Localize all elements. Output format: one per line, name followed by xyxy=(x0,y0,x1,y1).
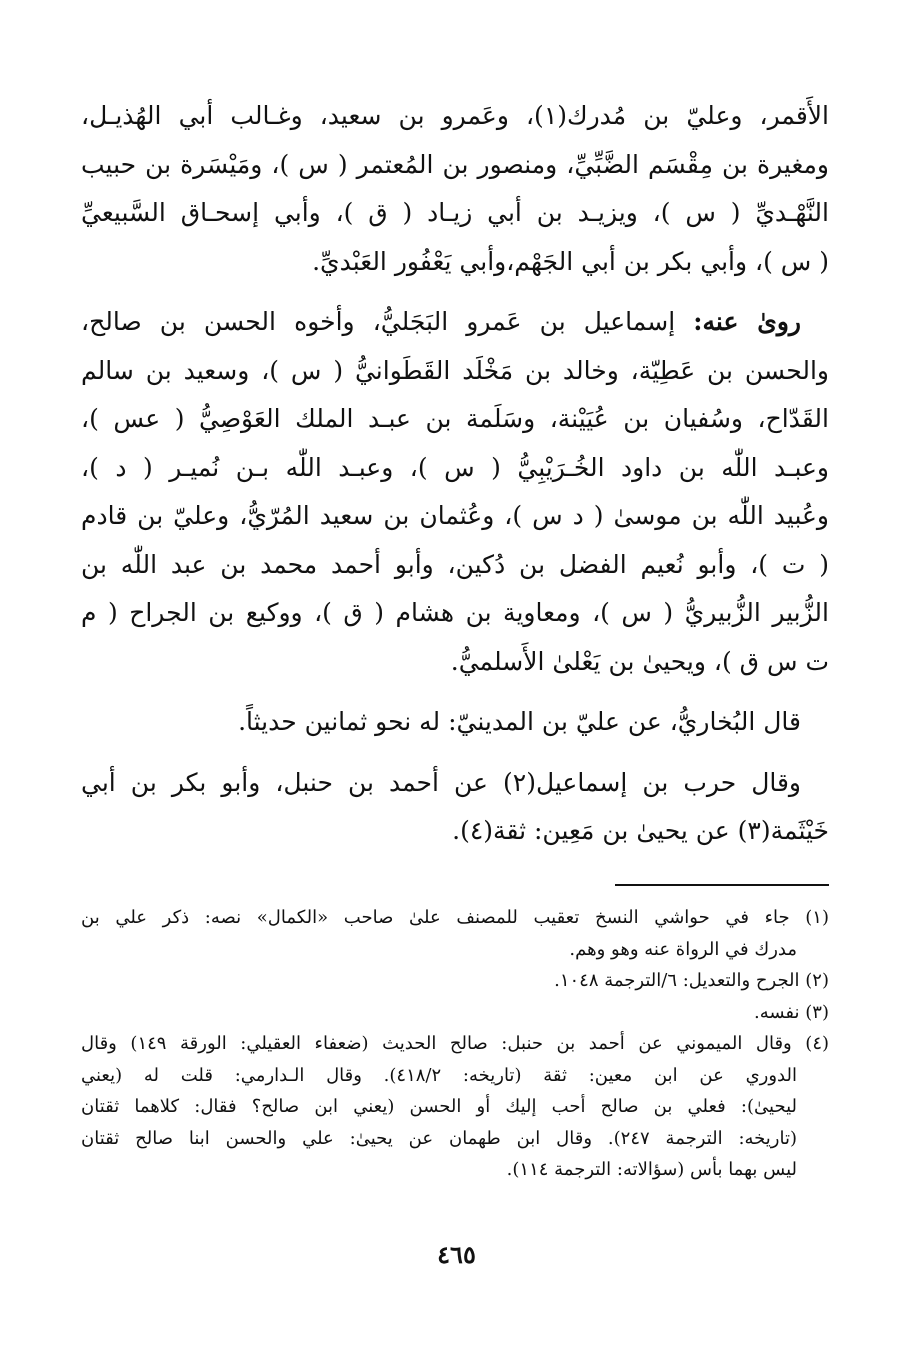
footnote-line: الدوري عن ابن معين: ثقة (تاريخه: ٤١٨/٢). وقال الـدارمي: قلت له (يعني xyxy=(81,1064,797,1086)
footnote-line: ليس بهما بأس (سؤالاته: الترجمة ١١٤). xyxy=(506,1159,797,1180)
text-line: الزُّبير الزُّبيريُّ ( س )، ومعاوية بن هشام ( ق )، ووكيع بن الجراح ( م xyxy=(81,598,829,627)
footnote-line: (٣) نفسه. xyxy=(754,1001,829,1023)
footnote-line: ليحيىٰ): فعلي بن صالح أحب إليك أو الحسن (يعني ابن صالح؟ فقال: كلاهما ثقتان xyxy=(81,1096,797,1117)
footnotes xyxy=(81,902,829,1186)
text-line: الأَقمر، وعليّ بن مُدرك(١)، وعَمرو بن سعيد، وغـالب أبي الهُذيـل، xyxy=(81,101,829,130)
paragraph-2 xyxy=(81,298,829,686)
page-number: ٤٦٥ xyxy=(437,1240,476,1269)
text-line: قال البُخاريُّ، عن عليّ بن المدينيّ: له نحو ثمانين حديثاً. xyxy=(238,707,801,736)
text-line: ( س )، وأبي بكر بن أبي الجَهْم،وأبي يَعْفُور العَبْديِّ. xyxy=(312,246,829,276)
text-line: خَيْثَمة(٣) عن يحيىٰ بن مَعِين: ثقة(٤). xyxy=(452,816,829,845)
text-line: وعُبيد اللّٰه بن موسىٰ ( د س )، وعُثمان بن سعيد المُرّيُّ، وعليّ بن قادم xyxy=(81,501,829,530)
footnote-line: (١) جاء في حواشي النسخ تعقيب للمصنف علىٰ صاحب «الكمال» نصه: ذكر علي بن xyxy=(81,907,829,928)
footnote-2 xyxy=(81,965,829,997)
paragraph-3 xyxy=(81,698,829,747)
text-line: النَّهْـديِّ ( س )، ويزيـد بن أبي زيـاد ( ق )، وأبي إسحـاق السَّبيعيِّ xyxy=(81,198,829,227)
text-line: ( ت )، وأبو نُعيم الفضل بن دُكين، وأبو أحمد محمد بن عبد اللّٰه بن xyxy=(81,549,829,579)
text-line: القَدّاح، وسُفيان بن عُيَيْنة، وسَلَمة بن عبـد الملك العَوْصِيُّ ( عس )، xyxy=(81,404,829,433)
paragraph-1 xyxy=(81,92,829,286)
footnote-1 xyxy=(81,902,829,965)
footnote-4 xyxy=(81,1028,829,1186)
footnote-separator xyxy=(615,884,829,886)
paragraph-4 xyxy=(81,759,829,856)
main-text xyxy=(81,92,829,868)
footnote-line: مدرك في الرواة عنه وهو وهم. xyxy=(569,938,797,960)
footnote-line: (٢) الجرح والتعديل: ٦/الترجمة ١٠٤٨. xyxy=(554,970,829,991)
text-line: والحسن بن عَطِيّة، وخالد بن مَخْلَد القَطَوانيُّ ( س )، وسعيد بن سالم xyxy=(81,355,829,385)
footnote-3 xyxy=(81,997,829,1029)
text-line: ت س ق )، ويحيىٰ بن يَعْلىٰ الأَسلميُّ. xyxy=(450,646,829,676)
footnote-line: (٤) وقال الميموني عن أحمد بن حنبل: صالح الحديث (ضعفاء العقيلي: الورقة ١٤٩) وقال xyxy=(81,1033,829,1054)
text-line: وعبـد اللّٰه بن داود الخُـرَيْبِيُّ ( س )، وعبـد اللّٰه بـن نُميـر ( د )، xyxy=(81,452,829,482)
footnote-line: (تاريخه: الترجمة ٢٤٧). وقال ابن طهمان عن يحيىٰ: علي والحسن ابنا صالح ثقتان xyxy=(81,1127,797,1149)
text-line: ومغيرة بن مِقْسَم الضَّبِّيِّ، ومنصور بن المُعتمر ( س )، ومَيْسَرة بن حبيب xyxy=(81,149,829,179)
section-label: روىٰ عنه: xyxy=(693,307,801,336)
text-line xyxy=(81,298,829,347)
text-line: وقال حرب بن إسماعيل(٢) عن أحمد بن حنبل، وأبو بكر بن أبي xyxy=(81,767,802,797)
text-line-content: إسماعيل بن عَمرو البَجَليُّ، وأخوه الحسن بن صالح، xyxy=(81,307,676,336)
